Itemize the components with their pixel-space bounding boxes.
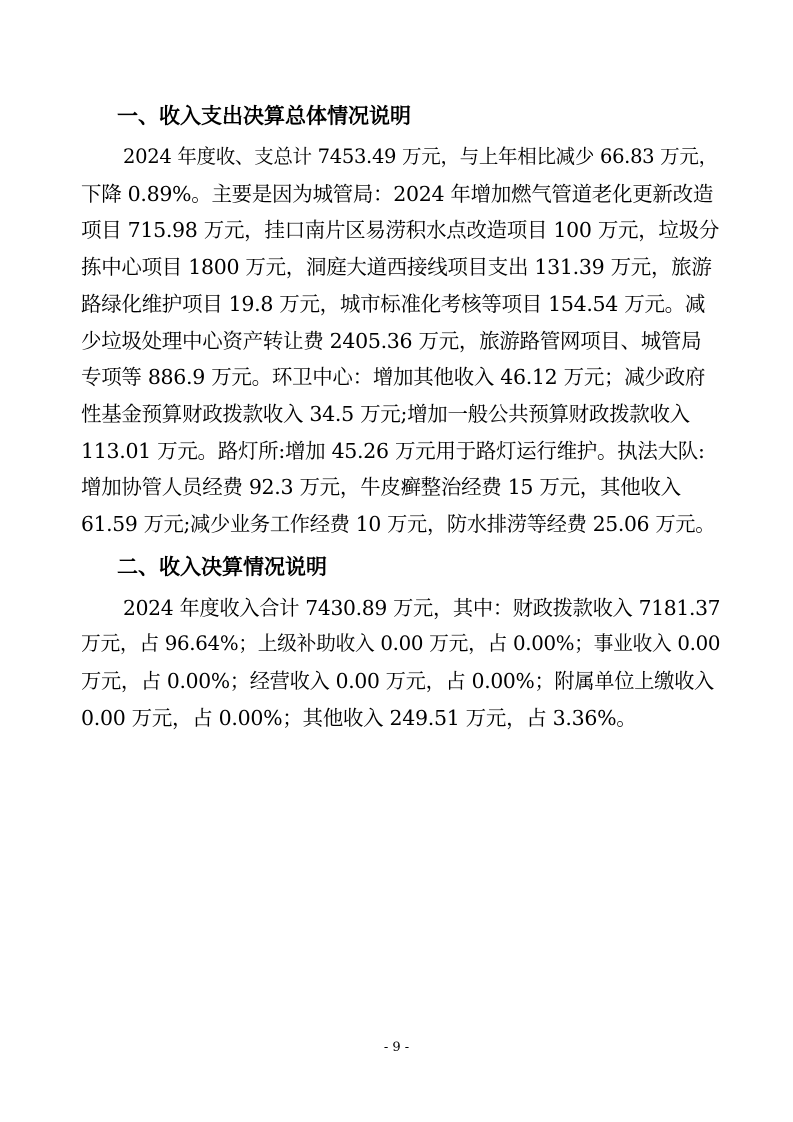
section-2-heading: 二、收入决算情况说明 [117, 554, 327, 579]
document-body [81, 98, 721, 737]
paragraph-line: 性基金预算财政拨款收入 34.5 万元;增加一般公共预算财政拨款收入 [81, 401, 690, 426]
paragraph-line: 增加协管人员经费 92.3 万元，牛皮癣整治经费 15 万元，其他收入 [81, 475, 681, 500]
section-1-paragraph [81, 139, 721, 543]
paragraph-line: 路绿化维护项目 19.8 万元，城市标准化考核等项目 154.54 万元。减 [81, 291, 706, 316]
paragraph-line: 拣中心项目 1800 万元，洞庭大道西接线项目支出 131.39 万元，旅游 [81, 255, 712, 280]
section-1-heading: 一、收入支出决算总体情况说明 [117, 104, 411, 128]
paragraph-line: 2024 年度收、支总计 7453.49 万元，与上年相比减少 66.83 万元， [123, 145, 718, 168]
paragraph-line: 0.00 万元，占 0.00%；其他收入 249.51 万元，占 3.36%。 [81, 705, 637, 730]
paragraph-line: 下降 0.89%。主要是因为城管局：2024 年增加燃气管道老化更新改造 [81, 181, 714, 206]
paragraph-line: 少垃圾处理中心资产转让费 2405.36 万元，旅游路管网项目、城管局 [81, 328, 702, 353]
paragraph-line: 61.59 万元;减少业务工作经费 10 万元，防水排涝等经费 25.06 万元。 [81, 512, 716, 537]
paragraph-line: 专项等 886.9 万元。环卫中心：增加其他收入 46.12 万元；减少政府 [81, 365, 706, 390]
paragraph-line: 项目 715.98 万元，挂口南片区易涝积水点改造项目 100 万元，垃圾分 [81, 218, 720, 243]
paragraph-line: 113.01 万元。路灯所:增加 45.26 万元用于路灯运行维护。执法大队: [81, 438, 705, 463]
paragraph-line: 2024 年度收入合计 7430.89 万元，其中：财政拨款收入 7181.37 [123, 595, 721, 620]
paragraph-line: 万元，占 0.00%；经营收入 0.00 万元，占 0.00%；附属单位上缴收入 [81, 669, 714, 694]
section-2-paragraph [81, 590, 721, 737]
paragraph-line: 万元，占 96.64%；上级补助收入 0.00 万元，占 0.00%；事业收入 0.00 [81, 632, 721, 656]
page-number: - 9 - [383, 1040, 410, 1055]
